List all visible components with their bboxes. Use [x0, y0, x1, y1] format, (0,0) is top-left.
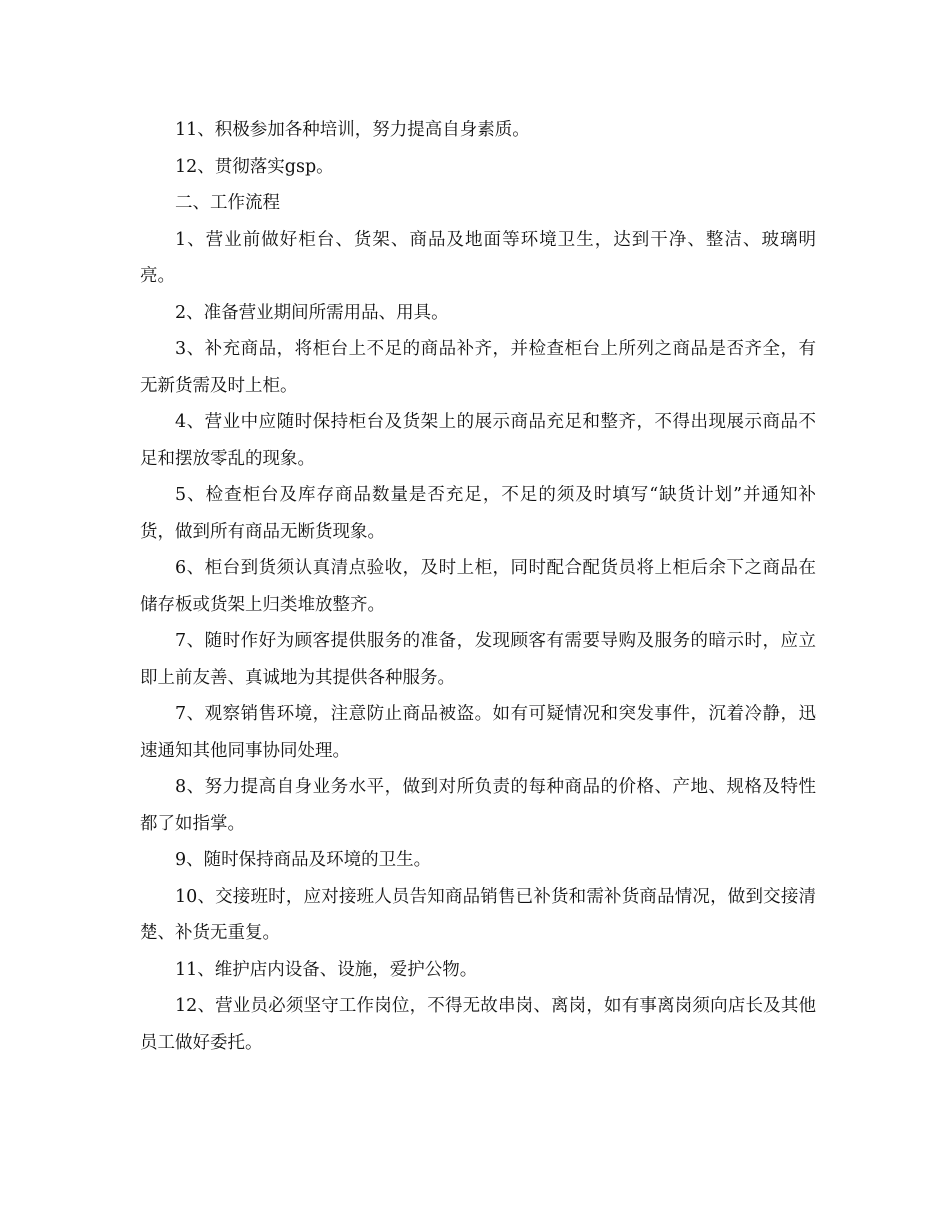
section-heading-workflow: 二、工作流程 — [175, 193, 280, 213]
paragraph-step-12: 12、营业员必须坚守工作岗位，不得无故串岗、离岗，如有事离岗须向店长及其他员工做好委托。 — [140, 996, 816, 1053]
paragraph-step-3: 3、补充商品，将柜台上不足的商品补齐，并检查柜台上所列之商品是否齐全，有无新货需及时上柜。 — [140, 339, 816, 396]
paragraph-step-6: 6、柜台到货须认真清点验收，及时上柜，同时配合配货员将上柜后余下之商品在储存板或货架上归类堆放整齐。 — [140, 558, 816, 615]
paragraph-training: 11、积极参加各种培训，努力提高自身素质。 — [175, 120, 530, 140]
document-page — [140, 112, 816, 1061]
paragraph-step-7b: 7、观察销售环境，注意防止商品被盗。如有可疑情况和突发事件，沉着冷静，迅速通知其他同事协同处理。 — [140, 704, 816, 761]
paragraph-step-7a: 7、随时作好为顾客提供服务的准备，发现顾客有需要导购及服务的暗示时，应立即上前友善、真诚地为其提供各种服务。 — [140, 631, 816, 688]
paragraph-gsp: 12、贯彻落实gsp。 — [175, 156, 334, 177]
paragraph-step-8: 8、努力提高自身业务水平，做到对所负责的每种商品的价格、产地、规格及特性都了如指掌。 — [140, 777, 816, 834]
paragraph-step-1: 1、营业前做好柜台、货架、商品及地面等环境卫生，达到干净、整洁、玻璃明亮。 — [140, 229, 816, 286]
paragraph-step-2: 2、准备营业期间所需用品、用具。 — [175, 302, 449, 323]
paragraph-step-5: 5、检查柜台及库存商品数量是否充足，不足的须及时填写“缺货计划”并通知补货，做到所有商品无断货现象。 — [140, 485, 816, 542]
paragraph-step-9: 9、随时保持商品及环境的卫生。 — [175, 850, 432, 870]
paragraph-step-10: 10、交接班时，应对接班人员告知商品销售已补货和需补货商品情况，做到交接清楚、补货无重复。 — [140, 886, 816, 943]
paragraph-step-4: 4、营业中应随时保持柜台及货架上的展示商品充足和整齐，不得出现展示商品不足和摆放零乱的现象。 — [140, 412, 816, 469]
paragraph-step-11: 11、维护店内设备、设施，爱护公物。 — [175, 959, 478, 980]
